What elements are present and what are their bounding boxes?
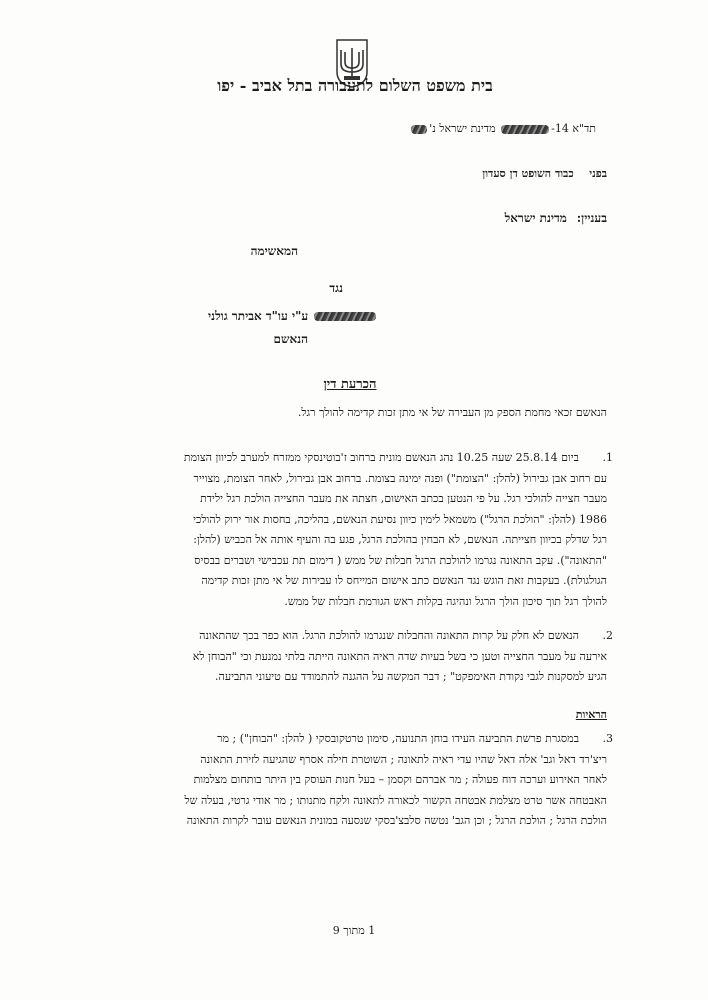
paragraph-number: 3. (602, 732, 613, 745)
redaction-mark (501, 125, 549, 134)
paragraph-line: הגולגולת). בעקבות זאת הוגש נגד הנאשם כתב אישום המייחס לו עבירות של אי מתן זכות קדימה (201, 574, 607, 587)
paragraph-line: מעבר חצייה להולכי רגל. על פי הנטען בכתב האישום, חצתה את מעבר החצייה הולכת רגל ילידת (200, 492, 607, 505)
paragraph-line: "התאונה"). עקב התאונה נגרמו להולכת הרגל חבלות של ממש ( דימום תת עכבישי ושברים בבסיס (194, 553, 607, 567)
case-parties: מדינת ישראל נ' (429, 122, 496, 135)
paragraph-number: 2. (602, 629, 613, 642)
paragraph-line: הולכת הרגל ; הולכת הרגל ; וכן הגב' נטשה סלבצ'בסקי שנסעה במונית הנאשם עובר לקרות התאונה (186, 814, 607, 827)
versus-label: נגד (329, 281, 343, 295)
paragraph-number: 1. (602, 451, 613, 464)
before-label: בפני (589, 167, 607, 180)
paragraph-line: רגל שדלק בכיוון חצייתה. הנאשם, לא הבחין בהולכת הרגל, פגע בה והעיף אותה אל הכביש (להלן: (193, 533, 607, 546)
defendant-line (208, 309, 378, 324)
prosecution-label: המאשימה (250, 244, 298, 258)
matter-line (505, 211, 607, 226)
prosecution-party: מדינת ישראל (504, 211, 567, 225)
paragraph-line: עם רחוב אבן גבירול (להלן: "הצומת") ופנה ימינה בצומת. ברחוב אבן גבירול, לאחר הצומת, מצוייר (193, 471, 607, 485)
paragraph-line: 1986 (להלן: "הולכת הרגל") משמאל לימין כיוון נסיעת הנאשם, בהליכה, בחסות אור ירוק להולכי (193, 512, 607, 526)
paragraph-line: אירעה על מעבר החצייה וטען כי בשל בעיות שדה ראיה התאונה הייתה בלתי נמנעת וכי "הבוחן לא (192, 649, 607, 663)
judge-name: כבוד השופט דן סעדון (482, 167, 574, 180)
defendant-label: הנאשם (273, 332, 308, 346)
redaction-mark (411, 125, 427, 134)
matter-label: בעניין: (576, 211, 607, 225)
paragraph-line: להולך רגל תוך סיכון הולך הרגל ונהיגה בקלות ראש הגורמת חבלות של ממש. (284, 594, 607, 608)
case-prefix: תד"א 14- (551, 122, 596, 135)
redaction-mark (314, 312, 376, 321)
paragraph-line: לאחר האירוע וערכה דוח פעולה ; מר אברהם וקסמן – בעל חנות העוסק בין היתר בותחום מצלמות (193, 773, 607, 786)
court-name: בית משפט השלום לתעבורה בתל אביב - יפו (217, 76, 493, 95)
verdict-summary: הנאשם זכאי מחמת הספק מן העבירה של אי מתן זכות קדימה להולך רגל. (297, 406, 607, 419)
defense-counsel: ע"י עו"ד אביתר גולני (208, 309, 309, 323)
paragraph-1 (107, 448, 613, 612)
paragraph-line: ריצ'רד דאל וגב' אלה דאל שהיו עדי ראיה לתאונה ; השוטרת חילה אסרף שהגיעה לזירת התאונה (200, 752, 607, 766)
page-number: 1 מתוך 9 (332, 924, 376, 937)
paragraph-line: האבטחה אשר טרט מצלמת אבטחה הקשור לכאורה לתאונה ולקח מתנותו ; מר אודי גרטי, בעלה של (184, 793, 607, 807)
evidence-heading: הראיות (575, 708, 607, 721)
paragraph-line: הגיע למסקנות לגבי נקודת האימפקט" ; דבר המקשה על ההגנה להתמודד עם טיעוני התביעה. (215, 670, 607, 683)
paragraph-line: הנאשם לא חלק על קרות התאונה והחבלות שנגרמו להולכת הרגל. הוא כפר בכך שהתאונה (199, 629, 579, 642)
paragraph-2 (107, 626, 613, 688)
paragraph-line: במסגרת פרשת התביעה העידו בוחן התנועה, סימון טרטקובסקי ( להלן: "הבוחן") ; מר (217, 732, 579, 745)
case-number-line (409, 122, 596, 135)
paragraph-line: ביום 25.8.14 שעה 10.25 נהג הנאשם מונית ברחוב ז'בוטינסקי ממזרח למערב לכיוון הצומת (183, 451, 579, 464)
before-judge-line (482, 167, 607, 180)
paragraph-3 (107, 729, 613, 832)
verdict-title: הכרעת דין (323, 377, 377, 392)
